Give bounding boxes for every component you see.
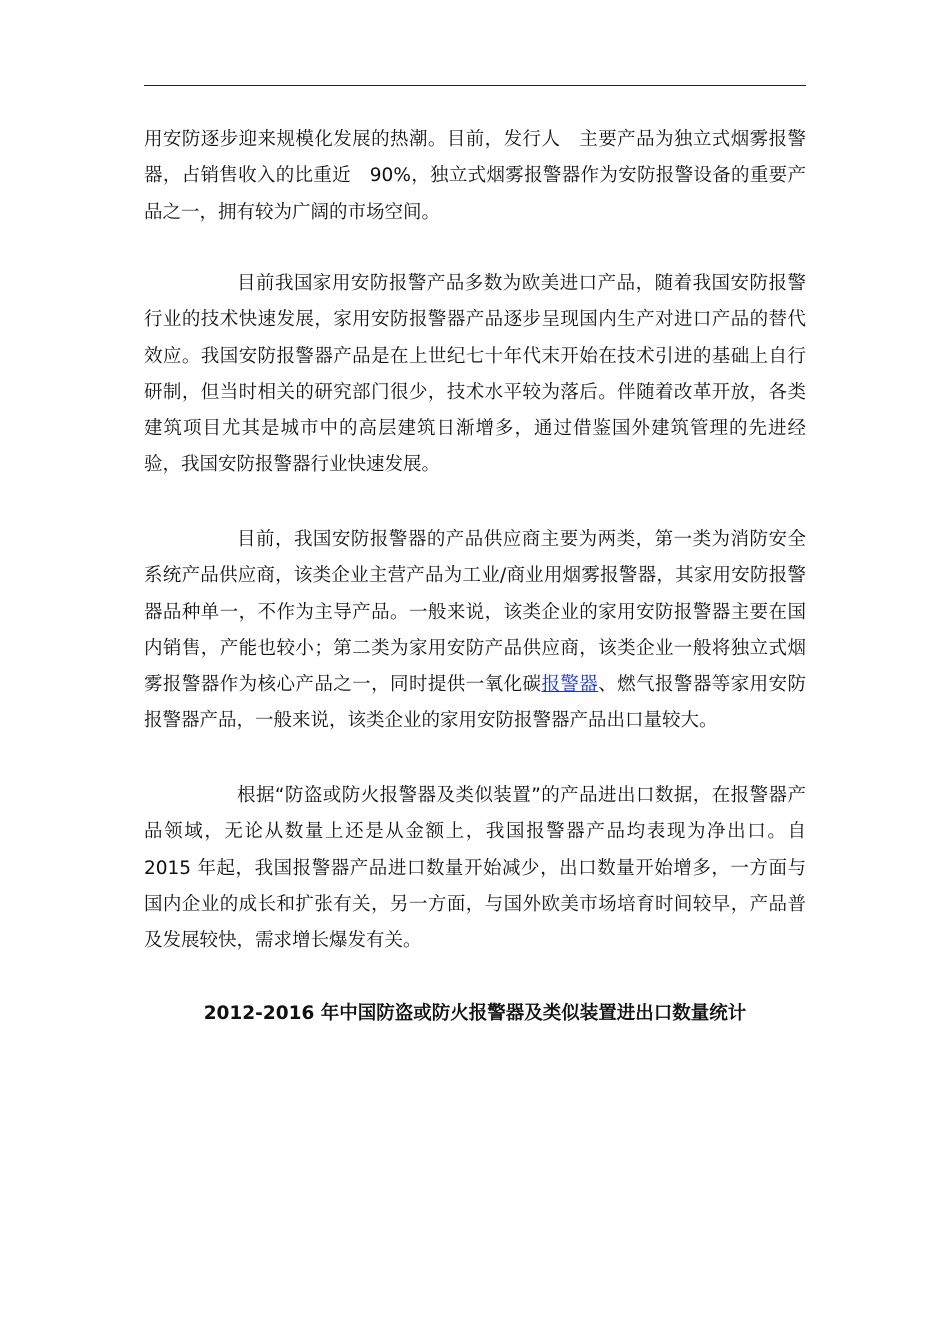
header-divider: [144, 85, 806, 86]
table-title: 2012-2016 年中国防盗或防火报警器及类似装置进出口数量统计: [203, 1003, 747, 1024]
paragraph-4: 根据“防盗或防火报警器及类似装置”的产品进出口数据，在报警器产品领域，无论从数量上还是从金额上，我国报警器产品均表现为净出口。自 2015 年起，我国报警器产品进口数量开始减少，出口数量开始增多，一方面与国内企业的成长和扩张有关，另一方面，与国外欧美市场培育时间较早，产品普及发展较快，需求增长爆发有关。: [144, 785, 825, 952]
paragraph-3-text-end: 、燃气报警器等家用安防报警器产品，一般来说，该类企业的家用安防报警器产品出口量较大。: [144, 674, 806, 732]
paragraph-1: 用安防逐步迎来规模化发展的热潮。目前，发行人 主要产品为独立式烟雾报警器，占销售收入的比重近 90%，独立式烟雾报警器作为安防报警设备的重要产品之一，拥有较为广阔的市场空间。: [144, 129, 806, 223]
paragraph-2: 目前我国家用安防报警产品多数为欧美进口产品，随着我国安防报警行业的技术快速发展，家用安防报警器产品逐步呈现国内生产对进口产品的替代效应。我国安防报警器产品是在上世纪七十年代末开始在技术引进的基础上自行研制，但当时相关的研究部门很少，技术水平较为落后。伴随着改革开放，各类建筑项目尤其是城市中的高层建筑日渐增多，通过借鉴国外建筑管理的先进经验，我国安防报警器行业快速发展。: [144, 273, 806, 476]
alarm-link[interactable]: 报警器: [541, 674, 599, 696]
paragraph-3-text-start: 目前，我国安防报警器的产品供应商主要为两类，第一类为消防安全系统产品供应商，该类企业主营产品为工业/商业用烟雾报警器，其家用安防报警器品种单一，不作为主导产品。一般来说，该类企业的家用安防报警器主要在国内销售，产能也较小；第二类为家用安防产品供应商，该类企业一般将独立式烟雾报警器作为核心产品之一，同时提供一氧化碳: [144, 529, 806, 696]
paragraph-3: [144, 522, 806, 740]
